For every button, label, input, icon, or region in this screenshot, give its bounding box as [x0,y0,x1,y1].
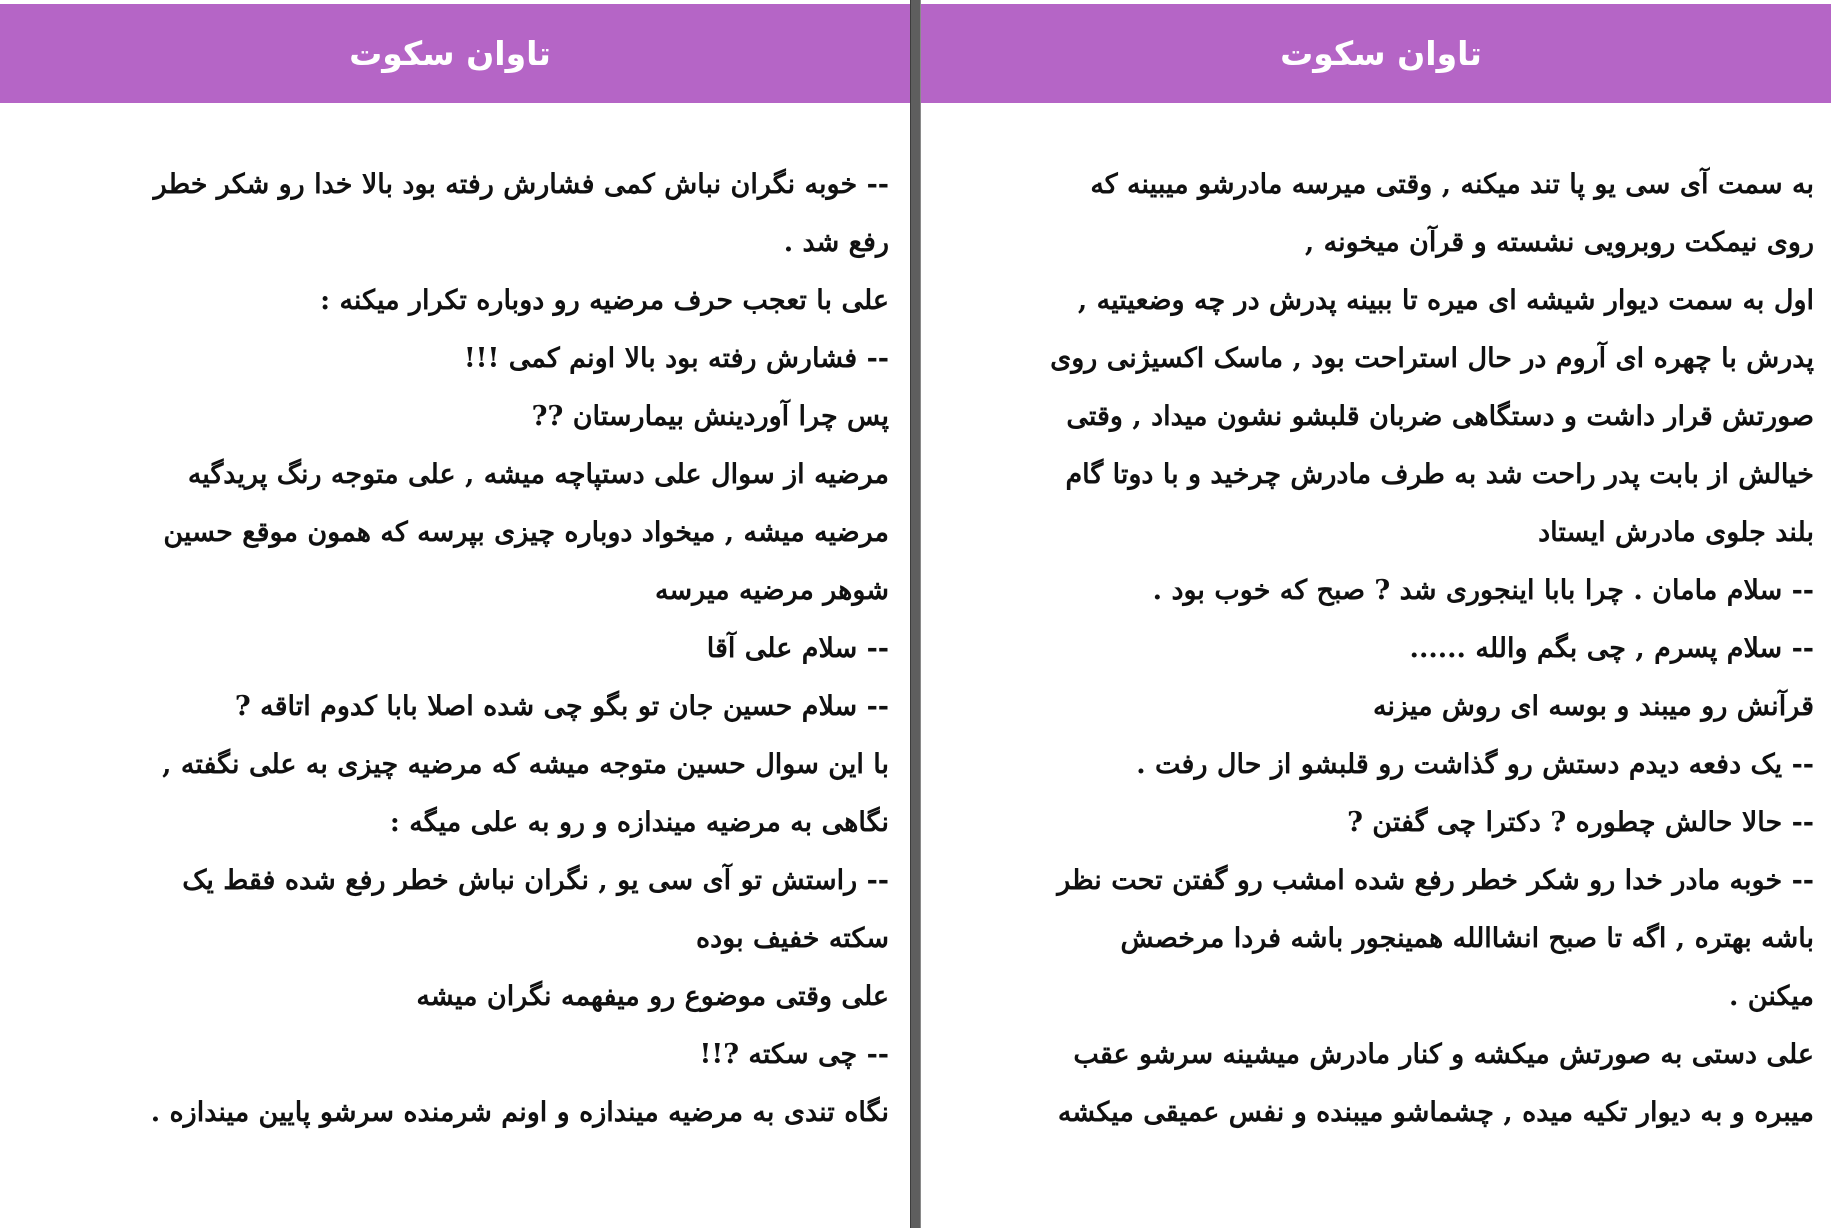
text-line: روی نیمکت روبرویی نشسته و قرآن میخونه , [1304,227,1814,258]
right-page-title: تاوان سکوت [1280,34,1482,73]
text-line: علی با تعجب حرف مرضیه رو دوباره تکرار میکنه : [320,285,889,316]
text-line: علی دستی به صورتش میکشه و کنار مادرش میشینه سرشو عقب [1073,1039,1814,1070]
left-page-header [0,4,910,103]
right-page-body [979,156,1814,1142]
text-line: باشه بهتره , اگه تا صبح انشاالله همینجور باشه فردا مرخصش [1120,923,1814,954]
text-line: نگاه تندی به مرضیه میندازه و اونم شرمنده سرشو پایین میندازه . [150,1097,889,1128]
text-line: -- سلام مامان . چرا بابا اینجوری شد ? صبح که خوب بود . [1152,575,1814,606]
right-page [921,0,1831,1228]
text-line: صورتش قرار داشت و دستگاهی ضربان قلبشو نشون میداد , وقتی [1066,401,1814,432]
text-line: میکنن . [1728,981,1814,1012]
text-line: -- سلام حسین جان تو بگو چی شده اصلا بابا کدوم اتاقه ? [234,691,889,722]
text-line: به سمت آی سی یو پا تند میکنه , وقتی میرسه مادرشو میبینه که [1090,169,1814,200]
left-page-title: تاوان سکوت [349,34,551,73]
text-line: رفع شد . [783,227,889,258]
text-line: شوهر مرضیه میرسه [654,575,889,606]
text-line: مرضیه میشه , میخواد دوباره چیزی بپرسه که همون موقع حسین [163,517,889,548]
text-line: نگاهی به مرضیه میندازه و رو به علی میگه : [389,807,889,838]
text-line: میبره و به دیوار تکیه میده , چشماشو میبنده و نفس عمیقی میکشه [1057,1097,1814,1128]
left-page [0,0,910,1228]
text-line: اول به سمت دیوار شیشه ای میره تا ببینه پدرش در چه وضعیتیه , [1077,285,1814,316]
text-line: -- حالا حالش چطوره ? دکترا چی گفتن ? [1347,807,1814,838]
text-line: با این سوال حسین متوجه میشه که مرضیه چیزی به علی نگفته , [162,749,889,780]
right-page-header [921,4,1831,103]
text-line: قرآنش رو میبند و بوسه ای روش میزنه [1373,691,1814,722]
text-line: -- چی سکته ?!! [699,1039,889,1070]
text-line: -- فشارش رفته بود بالا اونم کمی !!! [463,343,889,374]
text-line: -- خوبه مادر خدا رو شکر خطر رفع شده امشب رو گفتن تحت نظر [1057,865,1814,896]
book-spine [910,0,921,1228]
text-line: سکته خفیف بوده [695,923,889,954]
text-line: -- یک دفعه دیدم دستش رو گذاشت رو قلبشو از حال رفت . [1136,749,1814,780]
text-line: بلند جلوی مادرش ایستاد [1538,517,1814,548]
text-line: -- راستش تو آی سی یو , نگران نباش خطر رفع شده فقط یک [182,865,889,896]
text-line: خیالش از بابت پدر راحت شد به طرف مادرش چرخید و با دوتا گام [1065,459,1814,490]
text-line: -- خوبه نگران نباش کمی فشارش رفته بود بالا خدا رو شکر خطر [153,169,889,200]
text-line: پدرش با چهره ای آروم در حال استراحت بود , ماسک اکسیژنی روی [1050,343,1814,374]
text-line: -- سلام علی آقا [706,633,889,664]
text-line: علی وقتی موضوع رو میفهمه نگران میشه [416,981,889,1012]
text-line: مرضیه از سوال علی دستپاچه میشه , علی متوجه رنگ پریدگیه [187,459,889,490]
text-line: پس چرا آوردینش بیمارستان ?? [531,401,889,432]
left-page-body [89,156,889,1142]
text-line: -- سلام پسرم , چی بگم والله ...... [1409,633,1814,664]
